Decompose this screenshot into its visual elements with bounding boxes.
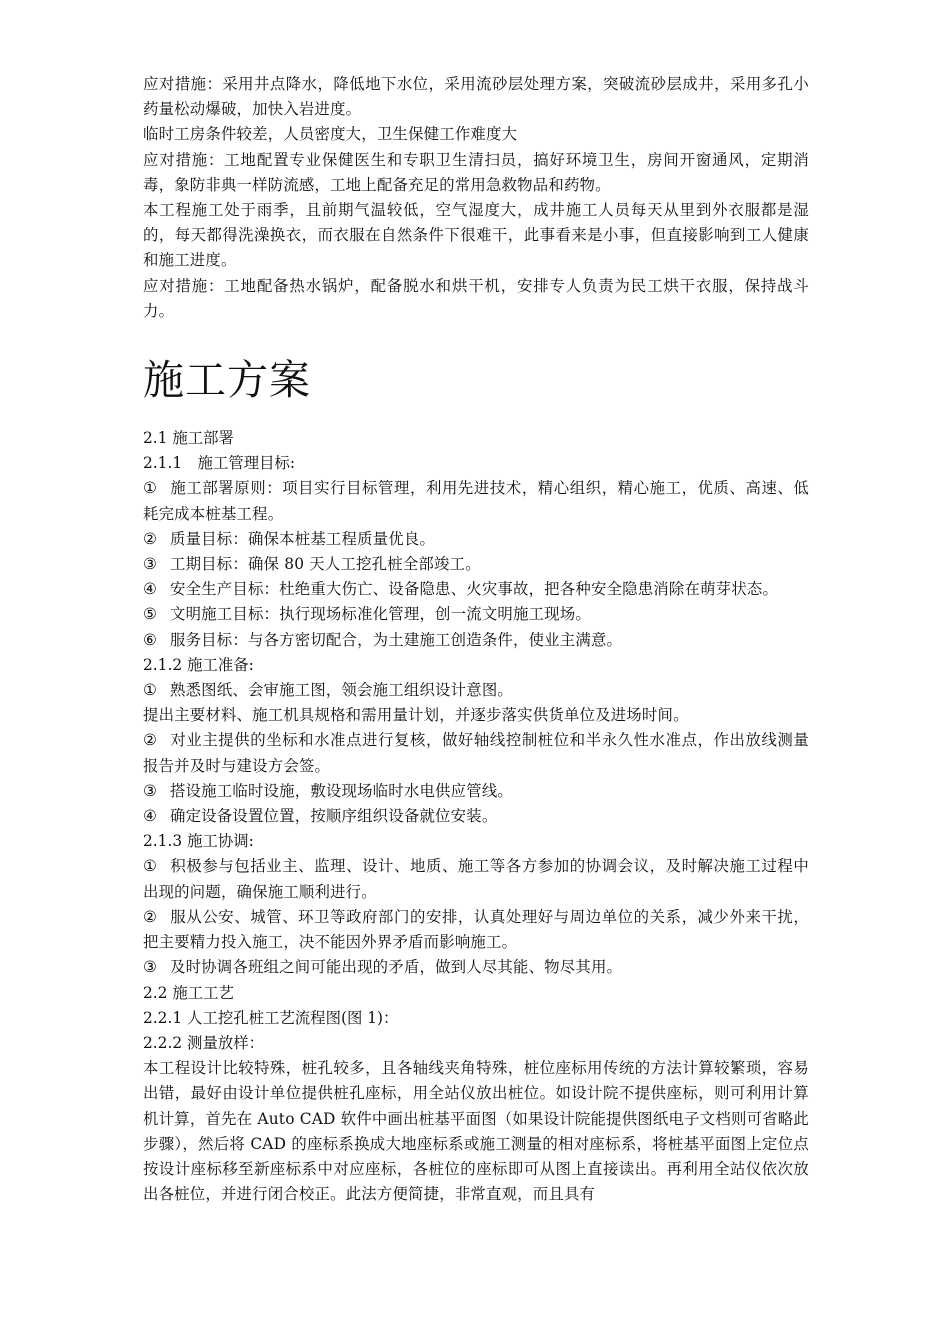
list-item-text: 熟悉图纸、会审施工图，领会施工组织设计意图。 — [170, 681, 513, 700]
list-item — [143, 527, 809, 552]
list-item-text: 施工部署原则：项目实行目标管理，利用先进技术，精心组织，精心施工，优质、高速、低耗完成本桩基工程。 — [143, 479, 809, 523]
document-page — [143, 72, 809, 1207]
list-item — [143, 678, 809, 703]
list-item — [143, 602, 809, 627]
list-marker: ② — [143, 529, 157, 548]
section-2-2-1-heading: 2.2.1 人工挖孔桩工艺流程图(图 1)： — [143, 1008, 399, 1027]
list-marker: ② — [143, 907, 157, 926]
list-marker: ① — [143, 857, 157, 876]
list-marker: ④ — [143, 580, 157, 599]
list-item — [143, 804, 809, 829]
list-item-text: 积极参与包括业主、监理、设计、地质、施工等各方参加的协调会议，及时解决施工过程中出现的问题，确保施工顺利进行。 — [143, 857, 809, 901]
section-2-1-1-heading: 2.1.1 施工管理目标: — [143, 454, 296, 473]
list-marker: ③ — [143, 555, 157, 574]
intro-paragraph-5: 应对措施：工地配备热水锅炉，配备脱水和烘干机，安排专人负责为民工烘干衣服，保持战斗力。 — [143, 276, 809, 320]
list-item-text: 工期目标：确保 80 天人工挖孔桩全部竣工。 — [170, 555, 481, 574]
list-item — [143, 577, 809, 602]
list-item-text: 对业主提供的坐标和水准点进行复核，做好轴线控制桩位和半永久性水准点，作出放线测量报告并及时与建设方会签。 — [143, 731, 809, 775]
list-marker: ③ — [143, 958, 157, 977]
list-item — [143, 552, 809, 577]
list-item-text: 搭设施工临时设施，敷设现场临时水电供应管线。 — [170, 781, 513, 800]
list-item-text: 服务目标：与各方密切配合，为土建施工创造条件，使业主满意。 — [170, 630, 623, 649]
list-item — [143, 955, 809, 980]
list-marker: ④ — [143, 807, 157, 826]
list-marker: ③ — [143, 781, 157, 800]
list-item — [143, 854, 809, 904]
list-marker: ② — [143, 731, 157, 750]
section-2-2-heading: 2.2 施工工艺 — [143, 983, 234, 1002]
list-item — [143, 905, 809, 955]
list-item — [143, 628, 809, 653]
section-2-1-heading: 2.1 施工部署 — [143, 429, 234, 448]
section-2-2-2-paragraph: 本工程设计比较特殊，桩孔较多，且各轴线夹角特殊，桩位座标用传统的方法计算较繁琐，容易出错，最好由设计单位提供桩孔座标，用全站仪放出桩位。如设计院不提供座标，则可利用计算机计算，首先在 Auto CAD 软件中画出桩基平面图（如果设计院能提供图纸电子文档则可省略此步骤），然后将 CAD 的座标系换成大地座标系或施工测量的相对座标系，将桩基平面图上定位点按设计座标移至新座标系中对应座标，各桩位的座标即可从图上直接读出。再利用全站仪依次放出各桩位，并进行闭合校正。此法方便简捷，非常直观，而且具有 — [143, 1059, 809, 1204]
intro-paragraph-1: 应对措施：采用井点降水，降低地下水位，采用流砂层处理方案，突破流砂层成井，采用多孔小药量松动爆破，加快入岩进度。 — [143, 75, 809, 119]
intro-paragraph-3: 应对措施：工地配置专业保健医生和专职卫生清扫员，搞好环境卫生，房间开窗通风，定期消毒，象防非典一样防流感，工地上配备充足的常用急救物品和药物。 — [143, 150, 809, 194]
section-2-2-2-heading: 2.2.2 测量放样： — [143, 1033, 265, 1052]
list-marker: ⑤ — [143, 605, 157, 624]
list-item — [143, 779, 809, 804]
section-2-1-3-heading: 2.1.3 施工协调: — [143, 832, 254, 851]
list-item-text: 服从公安、城管、环卫等政府部门的安排，认真处理好与周边单位的关系，减少外来干扰，把主要精力投入施工，决不能因外界矛盾而影响施工。 — [143, 907, 809, 952]
plain-paragraph: 提出主要材料、施工机具规格和需用量计划，并逐步落实供货单位及进场时间。 — [143, 706, 689, 725]
list-item — [143, 476, 809, 526]
list-marker: ① — [143, 479, 157, 498]
list-item-text: 质量目标：确保本桩基工程质量优良。 — [170, 529, 436, 548]
spacer — [143, 324, 809, 354]
list-item-text: 安全生产目标：杜绝重大伤亡、设备隐患、火灾事故，把各种安全隐患消除在萌芽状态。 — [170, 580, 779, 599]
list-item-text: 确定设备设置位置，按顺序组织设备就位安装。 — [170, 807, 498, 826]
page-title: 施工方案 — [143, 356, 311, 405]
list-item — [143, 728, 809, 778]
intro-paragraph-4: 本工程施工处于雨季，且前期气温较低，空气湿度大，成井施工人员每天从里到外衣服都是湿的，每天都得洗澡换衣，而衣服在自然条件下很难干，此事看来是小事，但直接影响到工人健康和施工进度。 — [143, 201, 809, 270]
list-item-text: 及时协调各班组之间可能出现的矛盾，做到人尽其能、物尽其用。 — [170, 958, 623, 977]
intro-paragraph-2: 临时工房条件较差，人员密度大，卫生保健工作难度大 — [143, 125, 518, 144]
section-2-1-2-heading: 2.1.2 施工准备: — [143, 655, 254, 674]
list-marker: ① — [143, 681, 157, 700]
list-marker: ⑥ — [143, 630, 157, 649]
list-item-text: 文明施工目标：执行现场标准化管理，创一流文明施工现场。 — [170, 605, 591, 624]
